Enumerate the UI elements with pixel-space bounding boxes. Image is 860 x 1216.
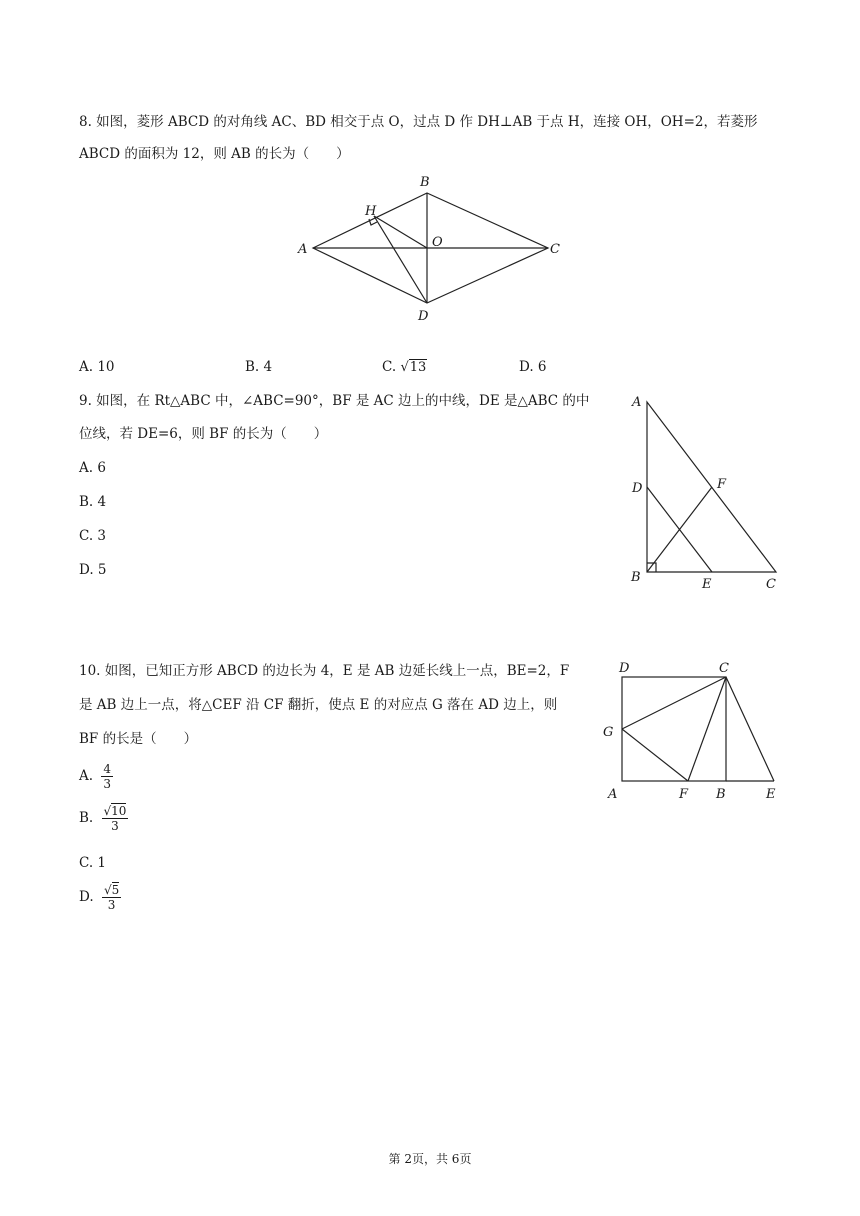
label-e: E	[702, 577, 712, 592]
label-b: B	[631, 570, 641, 585]
label-d: D	[619, 661, 630, 676]
fraction-numerator: √10	[103, 804, 127, 818]
label-d: D	[418, 309, 429, 324]
label-o: O	[432, 235, 443, 250]
label-c: C	[766, 577, 776, 592]
q10-option-d-fraction	[102, 883, 121, 912]
label-b: B	[716, 787, 726, 802]
fraction-radicand: 5	[111, 883, 120, 897]
label-c: C	[550, 242, 560, 257]
label-f: F	[679, 787, 689, 802]
label-e: E	[766, 787, 776, 802]
fraction-numerator: √5	[103, 883, 120, 897]
label-h: H	[365, 204, 377, 219]
label-c: C	[719, 661, 729, 676]
q9-stem-line1: 9. 如图，在 Rt△ABC 中，∠ABC=90°，BF 是 AC 边上的中线，DE 是△ABC 的中	[79, 393, 590, 409]
q9-option-c: C. 3	[79, 528, 107, 544]
label-f: F	[717, 477, 727, 492]
label-a: A	[608, 787, 618, 802]
q10-option-a-prefix: A.	[79, 768, 94, 784]
label-a: A	[632, 395, 642, 410]
q8-stem-line2: ABCD 的面积为 12，则 AB 的长为（ ）	[79, 146, 350, 162]
q8-option-c-sqrt: √13	[400, 360, 427, 375]
fraction-denominator: 3	[111, 819, 119, 833]
q8-option-b: B. 4	[245, 359, 273, 375]
q8-option-d: D. 6	[519, 359, 547, 375]
q10-option-b-prefix: B.	[79, 810, 94, 826]
segment-gf	[622, 729, 688, 781]
q9-option-b: B. 4	[79, 494, 107, 510]
fraction-denominator: 3	[103, 777, 111, 791]
fraction-radicand: 10	[111, 804, 127, 818]
square-abcd	[622, 677, 726, 781]
q10-stem-line1: 10. 如图，已知正方形 ABCD 的边长为 4，E 是 AB 边延长线上一点，BE=2，F	[79, 663, 570, 679]
q8-option-c-radicand: 13	[409, 360, 427, 375]
q9-option-a: A. 6	[79, 460, 106, 476]
q9-option-d: D. 5	[79, 562, 107, 578]
label-b: B	[420, 175, 430, 190]
page-footer: 第 2页，共 6页	[388, 1152, 472, 1166]
label-d: D	[632, 481, 643, 496]
q8-stem-line1: 8. 如图，菱形 ABCD 的对角线 AC、BD 相交于点 O，过点 D 作 DH⊥AB 于点 H，连接 OH，OH=2，若菱形	[79, 114, 758, 130]
q9-stem-line2: 位线，若 DE=6，则 BF 的长为（ ）	[79, 426, 328, 442]
q10-option-d	[79, 883, 121, 912]
q10-stem-line3: BF 的长是（ ）	[79, 731, 198, 747]
q8-option-c-prefix: C.	[382, 359, 397, 375]
q10-option-c: C. 1	[79, 855, 107, 871]
q10-option-d-prefix: D.	[79, 889, 94, 905]
fraction-denominator: 3	[107, 898, 116, 912]
label-a: A	[298, 242, 308, 257]
q8-option-a: A. 10	[79, 359, 115, 375]
fraction-numerator: 4	[103, 762, 111, 776]
segment-ce	[726, 677, 774, 781]
label-g: G	[603, 725, 614, 740]
q10-stem-line2: 是 AB 边上一点，将△CEF 沿 CF 翻折，使点 E 的对应点 G 落在 AD 边上，则	[79, 697, 558, 713]
